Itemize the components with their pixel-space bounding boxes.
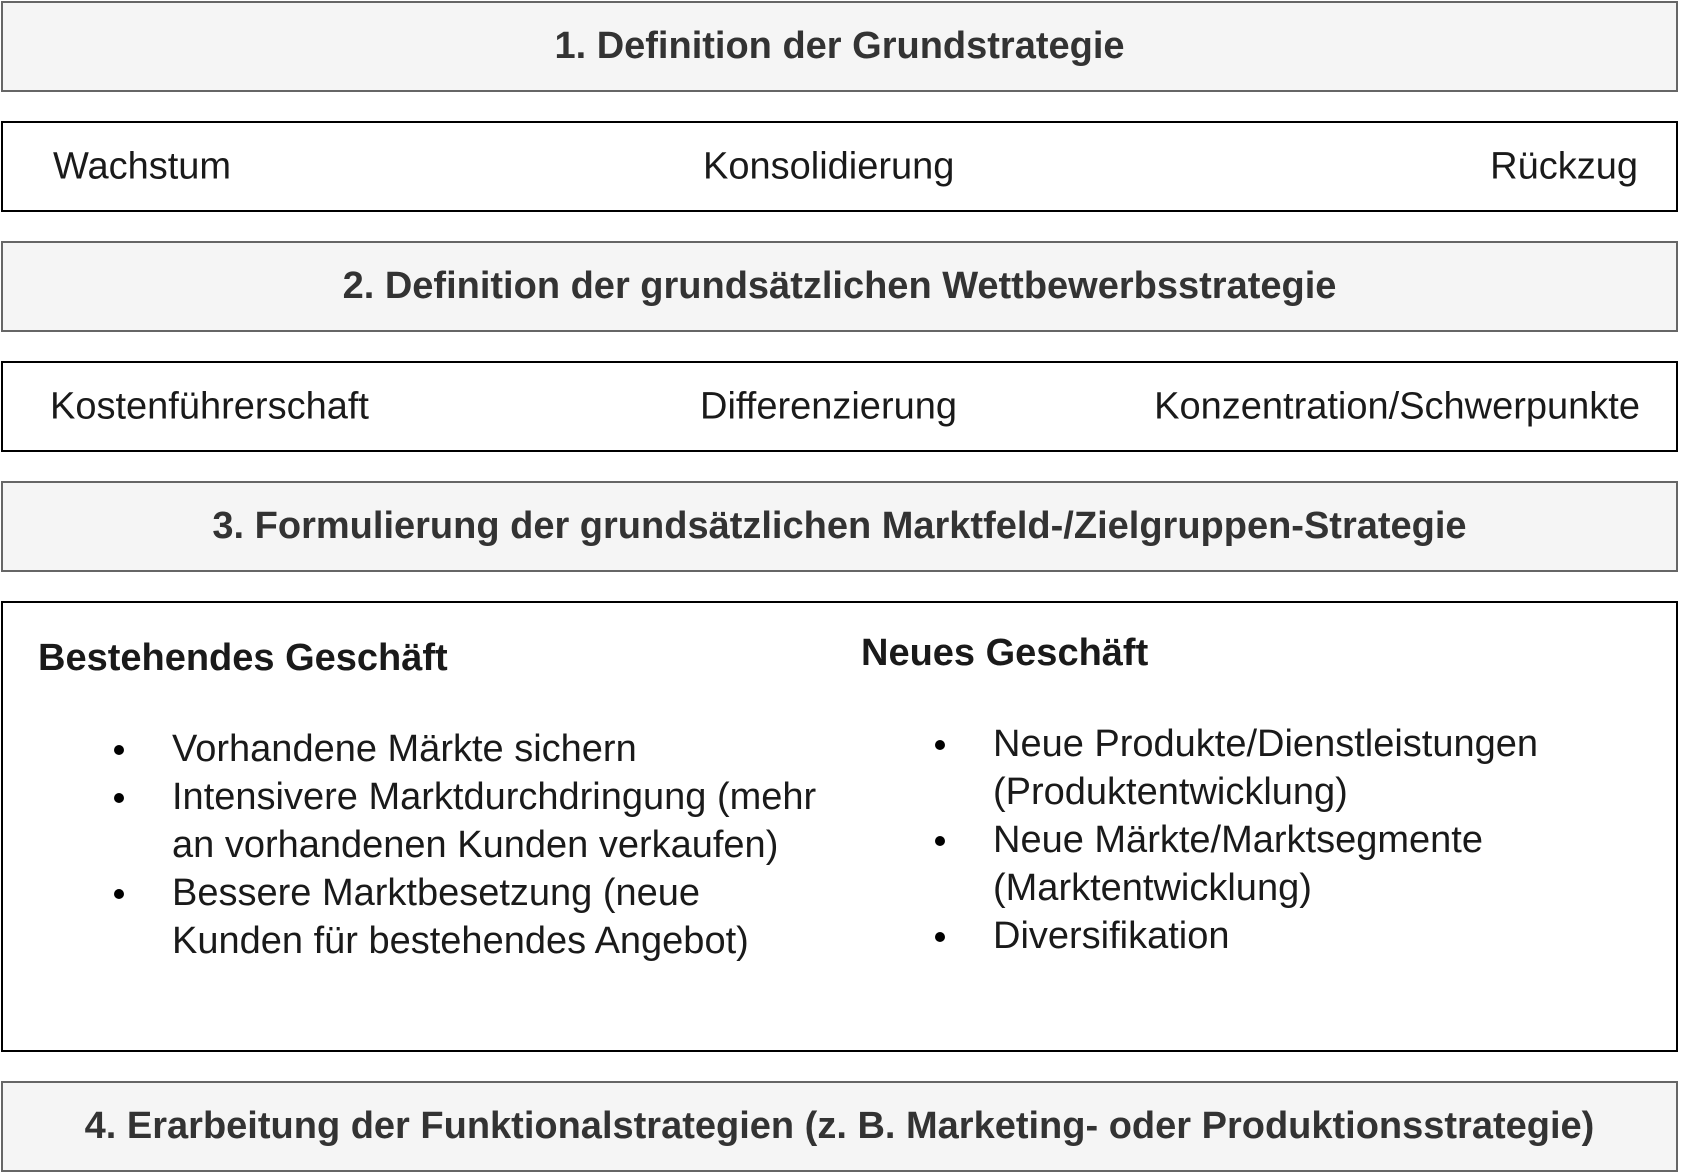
list-item: Neue Märkte/Marktsegmente (Marktentwicklung) bbox=[929, 816, 1649, 912]
bullet-icon bbox=[935, 740, 945, 750]
bullet-icon bbox=[935, 932, 945, 942]
option-rueckzug: Rückzug bbox=[1490, 145, 1638, 187]
existing-business-list bbox=[108, 725, 828, 965]
step2-options bbox=[1, 361, 1678, 452]
option-konsolidierung: Konsolidierung bbox=[703, 145, 955, 187]
bullet-icon bbox=[114, 793, 124, 803]
option-konzentration: Konzentration/Schwerpunkte bbox=[1154, 385, 1640, 427]
step2-title: 2. Definition der grundsätzlichen Wettbewerbsstrategie bbox=[342, 265, 1337, 307]
new-business-list bbox=[929, 720, 1649, 960]
step3-detail bbox=[1, 601, 1678, 1052]
step3-header bbox=[1, 481, 1678, 572]
step1-header bbox=[1, 1, 1678, 92]
existing-business-heading: Bestehendes Geschäft bbox=[38, 637, 448, 679]
step4-header bbox=[1, 1081, 1678, 1172]
list-item: Intensivere Marktdurchdringung (mehr an vorhandenen Kunden verkaufen) bbox=[108, 773, 828, 869]
list-item: Neue Produkte/Dienstleistungen (Produktentwicklung) bbox=[929, 720, 1649, 816]
option-differenzierung: Differenzierung bbox=[700, 385, 958, 427]
new-business-heading: Neues Geschäft bbox=[861, 632, 1149, 674]
step1-options bbox=[1, 121, 1678, 212]
bullet-icon bbox=[114, 889, 124, 899]
bullet-icon bbox=[935, 836, 945, 846]
step3-title: 3. Formulierung der grundsätzlichen Marktfeld-/Zielgruppen-Strategie bbox=[212, 505, 1467, 547]
list-item: Vorhandene Märkte sichern bbox=[108, 725, 828, 773]
bullet-icon bbox=[114, 745, 124, 755]
step1-title: 1. Definition der Grundstrategie bbox=[554, 25, 1125, 67]
option-kostenfuehrerschaft: Kostenführerschaft bbox=[50, 385, 369, 427]
list-item: Diversifikation bbox=[929, 912, 1649, 960]
option-wachstum: Wachstum bbox=[53, 145, 232, 187]
step4-title: 4. Erarbeitung der Funktionalstrategien (z. B. Marketing- oder Produktionsstrategie) bbox=[84, 1105, 1595, 1147]
step2-header bbox=[1, 241, 1678, 332]
list-item: Bessere Marktbesetzung (neue Kunden für bestehendes Angebot) bbox=[108, 869, 828, 965]
